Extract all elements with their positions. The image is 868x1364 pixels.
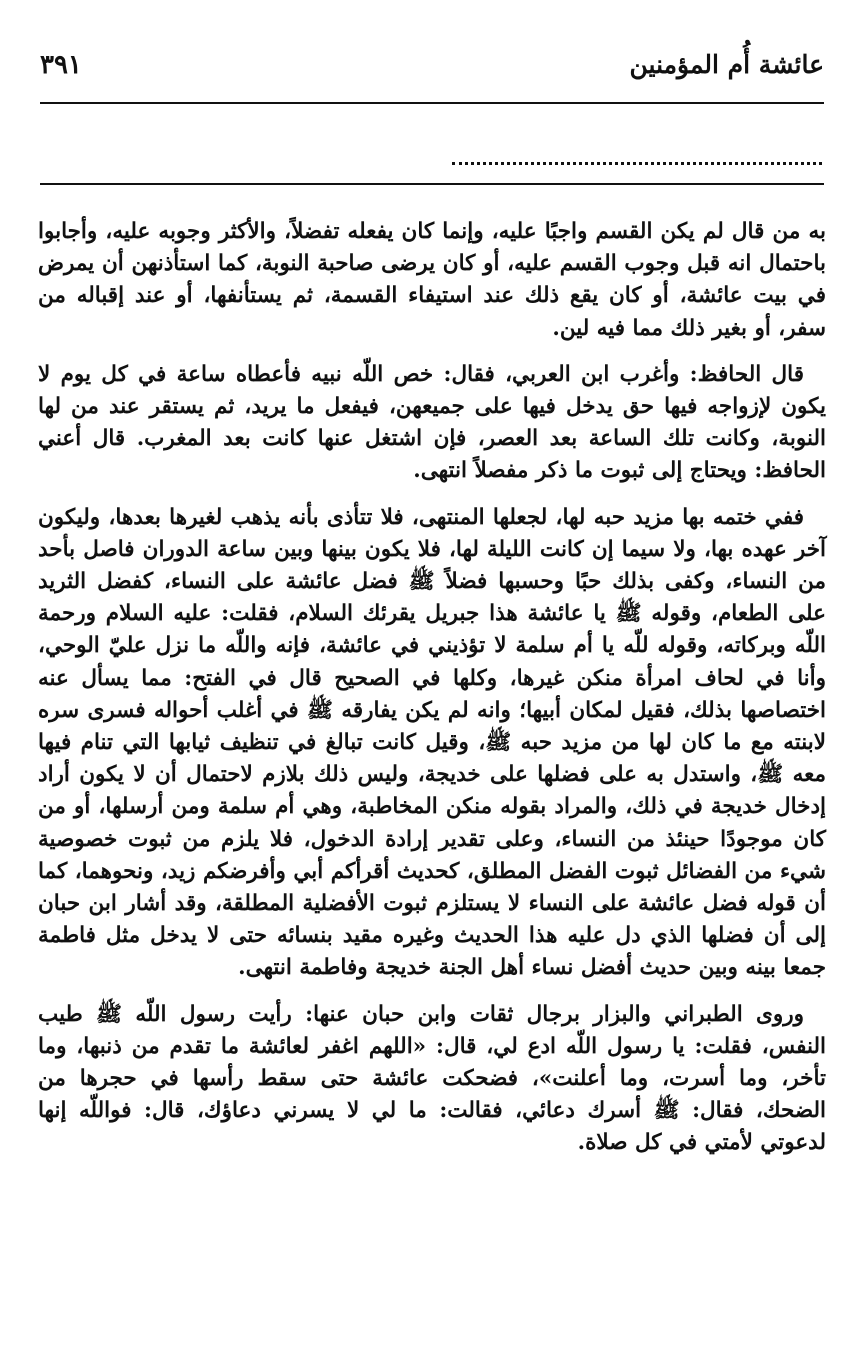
page-title: عائشة أُم المؤمنين	[629, 50, 824, 79]
paragraph-3: ففي ختمه بها مزيد حبه لها، لجعلها المنتهى، فلا تتأذى بأنه يذهب لغيرها بعدها، وليكون آخر عهده بها، ولا سيما إن كانت الليلة لها، فلا يكون بينها وبين ساعة الدوران فاصل بأحد من النساء، وكفى بذلك حبًا وحسبها فضلاً ﷺ فضل عائشة على النساء، كفضل الثريد على الطعام، وقوله ﷺ يا عائشة هذا جبريل يقرئك السلام، فقلت: عليه السلام ورحمة اللّه وبركاته، وقوله للّه يا أم سلمة لا تؤذيني في عائشة، فإنه واللّه ما نزل عليّ الوحي، وأنا في لحاف امرأة منكن غيرها، وكلها في الصحيح قال في الفتح: مما يسأل عنه اختصاصها بذلك، فقيل لمكان أبيها؛ وانه لم يكن يفارقه ﷺ في أغلب أحواله فسرى سره لابنته مع ما كان لها من مزيد حبه ﷺ، وقيل كانت تبالغ في تنظيف ثيابها التي تنام فيها معه ﷺ، واستدل به على فضلها على خديجة، وليس ذلك بلازم لاحتمال أن لا يكون أراد إدخال خديجة في ذلك، والمراد بقوله منكن المخاطبة، وهي أم سلمة ومن أرسلها، أو من كان موجودًا حينئذ من النساء، وعلى تقدير إرادة الدخول، فلا يلزم من ثبوت خصوصية شيء من الفضائل ثبوت الفضل المطلق، كحديث أقرأكم أبي وأفرضكم زيد، ونحوهما، كما أن قوله فضل عائشة على النساء لا يستلزم ثبوت الأفضلية المطلقة، وقد أشار ابن حبان إلى أن فضلها الذي دل عليه هذا الحديث وغيره مقيد بنسائه حتى لا يدخل مثل فاطمة جمعا بينه وبين حديث أفضل نساء أهل الجنة خديجة وفاطمة انتهى.	[38, 504, 826, 981]
header-rule	[40, 102, 824, 104]
page-header	[40, 50, 824, 90]
paragraph-1: به من قال لم يكن القسم واجبًا عليه، وإنما كان يفعله تفضلاً، والأكثر وجوبه عليه، وأجابوا باحتمال انه قبل وجوب القسم عليه، أو كان يرضى صاحبة النوبة، كما استأذنهن أن يمرض في بيت عائشة، أو كان يقع ذلك عند استيفاء القسمة، ثم يستأنفها، أو عند إقباله من سفر، أو بغير ذلك مما فيه لين.	[38, 219, 826, 341]
paragraph-2: قال الحافظ: وأغرب ابن العربي، فقال: خص اللّه نبيه فأعطاه ساعة في كل يوم لا يكون لإزواجه فيها حق يدخل فيها على جميعهن، فيفعل ما يريد، ثم يستقر عند من لها النوبة، وكانت تلك الساعة بعد العصر، فإن اشتغل عنها كانت بعد المغرب. قال أعني الحافظ: ويحتاج إلى ثبوت ما ذكر مفصلاً انتهى.	[38, 361, 826, 484]
paragraph-4: وروى الطبراني والبزار برجال ثقات وابن حبان عنها: رأيت رسول اللّه ﷺ طيب النفس، فقلت: يا رسول اللّه ادع لي، قال: «اللهم اغفر لعائشة ما تقدم من ذنبها، وما تأخر، وما أسرت، وما أعلنت»، فضحكت عائشة حتى سقط رأسها في حجرها من الضحك، فقال: ﷺ أسرك دعائي، فقالت: ما لي لا يسرني دعاؤك، قال: فواللّه إنها لدعوتي لأمتي في كل صلاة.	[38, 1001, 826, 1156]
footnote-rule	[40, 183, 824, 185]
footnote-continuation-dots	[452, 138, 822, 165]
page-number: ٣٩١	[40, 50, 82, 80]
footnote-body	[38, 216, 826, 1174]
